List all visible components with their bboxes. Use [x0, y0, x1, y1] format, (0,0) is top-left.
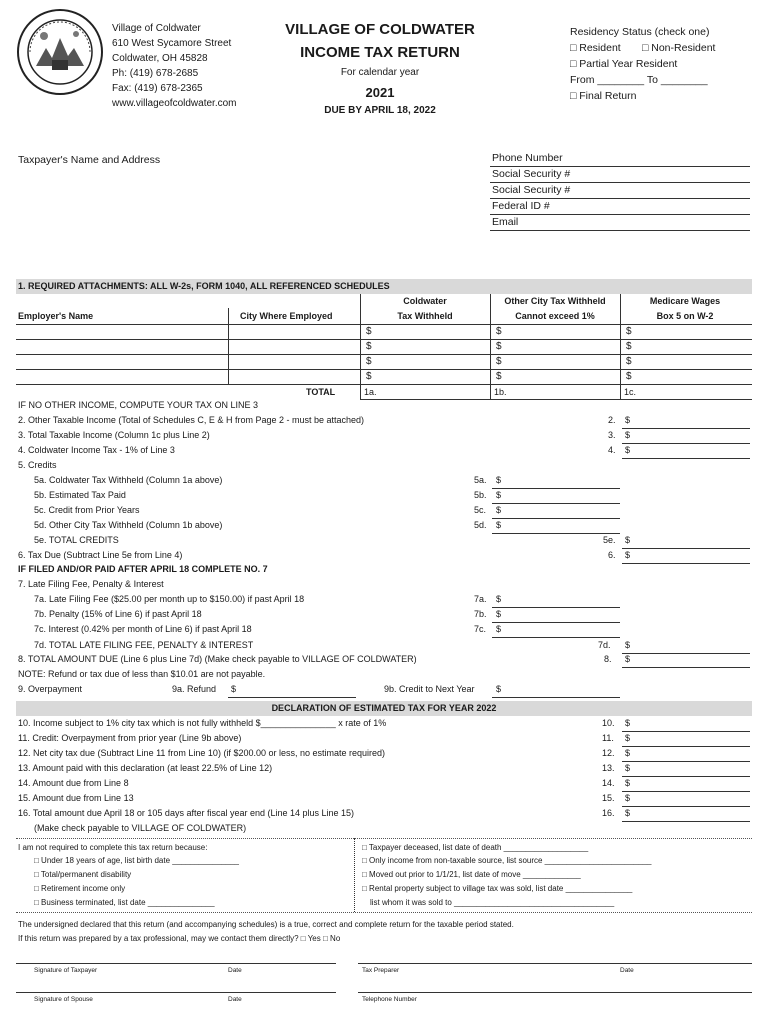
row2-oc-dollar: $: [496, 341, 502, 352]
refund-note: NOTE: Refund or tax due of less than $10.01 are not payable.: [18, 669, 266, 679]
org-city: Coldwater, OH 45828: [112, 53, 208, 64]
row4-med-dollar: $: [626, 371, 632, 382]
exempt-sold-to[interactable]: list whom it was sold to ____________________________________: [370, 898, 615, 907]
org-website: www.villageofcoldwater.com: [112, 98, 237, 109]
row1-oc-dollar: $: [496, 326, 502, 337]
line-6-num: 6.: [608, 550, 616, 560]
line-16-num: 16.: [602, 808, 615, 818]
date-label-3: Date: [228, 996, 242, 1003]
residency-resident-checkbox[interactable]: □ Resident: [570, 42, 621, 54]
line-5a-dollar[interactable]: $: [496, 475, 502, 485]
line-13-dollar[interactable]: $: [625, 763, 631, 773]
line-9b-dollar[interactable]: $: [496, 684, 502, 694]
line-15-num: 15.: [602, 793, 615, 803]
form-title-line1: VILLAGE OF COLDWATER: [285, 21, 475, 38]
date-label-2: Date: [620, 967, 634, 974]
line-7d-num: 7d.: [598, 640, 611, 650]
exempt-disability[interactable]: □ Total/permanent disability: [34, 870, 132, 879]
residency-nonresident-checkbox[interactable]: □ Non-Resident: [642, 42, 716, 54]
col-medicare-1: Medicare Wages: [649, 296, 721, 306]
village-seal: [16, 8, 104, 96]
line-7d-dollar[interactable]: $: [625, 640, 631, 650]
line-3-dollar[interactable]: $: [625, 430, 631, 440]
line-5a-label: 5a. Coldwater Tax Withheld (Column 1a above): [34, 475, 223, 485]
line-5d-dollar[interactable]: $: [496, 520, 502, 530]
line-16-label: 16. Total amount due April 18 or 105 days after fiscal year end (Line 14 plus Line 15): [18, 808, 355, 818]
line-12-label: 12. Net city tax due (Subtract Line 11 from Line 10) (if $200.00 or less, no estimate required): [18, 748, 386, 758]
line-5c-num: 5c.: [474, 505, 487, 515]
line-2-num: 2.: [608, 415, 616, 425]
row4-oc-dollar: $: [496, 371, 502, 382]
line-16-payable: (Make check payable to VILLAGE OF COLDWATER): [34, 823, 247, 833]
line-2-dollar[interactable]: $: [625, 415, 631, 425]
ssn-field-1[interactable]: Social Security #: [492, 168, 571, 180]
line-7b-label: 7b. Penalty (15% of Line 6) if past April 18: [34, 609, 202, 619]
row3-oc-dollar: $: [496, 356, 502, 367]
line-4-num: 4.: [608, 445, 616, 455]
tax-year: 2021: [365, 85, 395, 100]
line-7-label: 7. Late Filing Fee, Penalty & Interest: [18, 579, 164, 589]
line-14-dollar[interactable]: $: [625, 778, 631, 788]
exempt-business-terminated[interactable]: □ Business terminated, list date _______________: [34, 898, 215, 907]
line-9a-dollar[interactable]: $: [231, 684, 237, 694]
line-9b-label: 9b. Credit to Next Year: [384, 684, 475, 694]
line-14-label: 14. Amount due from Line 8: [18, 778, 129, 788]
line-5c-dollar[interactable]: $: [496, 505, 502, 515]
row4-cw-dollar: $: [366, 371, 372, 382]
exempt-moved-out[interactable]: □ Moved out prior to 1/1/21, list date of move _____________: [362, 870, 581, 879]
line-5-label: 5. Credits: [18, 460, 57, 470]
exempt-under18[interactable]: □ Under 18 years of age, list birth date _______________: [34, 856, 239, 865]
col-coldwater-2: Tax Withheld: [397, 311, 453, 321]
line-7a-dollar[interactable]: $: [496, 594, 502, 604]
org-name: Village of Coldwater: [112, 23, 201, 34]
no-other-income-note: IF NO OTHER INCOME, COMPUTE YOUR TAX ON LINE 3: [18, 400, 259, 410]
line-11-label: 11. Credit: Overpayment from prior year (Line 9b above): [18, 733, 242, 743]
org-fax: Fax: (419) 678-2365: [112, 83, 203, 94]
preparer-contact-question[interactable]: If this return was prepared by a tax professional, may we contact them directly? □ Yes □ No: [18, 934, 341, 943]
line-7c-label: 7c. Interest (0.42% per month of Line 6) if past April 18: [34, 624, 252, 634]
taxpayer-name-address-label: Taxpayer's Name and Address: [18, 154, 161, 166]
total-1a[interactable]: 1a.: [364, 387, 377, 397]
line-12-dollar[interactable]: $: [625, 748, 631, 758]
line-12-num: 12.: [602, 748, 615, 758]
line-5b-label: 5b. Estimated Tax Paid: [34, 490, 126, 500]
line-5d-label: 5d. Other City Tax Withheld (Column 1b above): [34, 520, 223, 530]
line-11-num: 11.: [602, 733, 614, 743]
line-11-dollar[interactable]: $: [625, 733, 631, 743]
line-6-dollar[interactable]: $: [625, 550, 631, 560]
section1-title: 1. REQUIRED ATTACHMENTS: ALL W-2s, FORM 1040, ALL REFERENCED SCHEDULES: [18, 281, 390, 291]
telephone-label: Telephone Number: [362, 996, 417, 1003]
date-label-1: Date: [228, 967, 242, 974]
line-5e-label: 5e. TOTAL CREDITS: [34, 535, 119, 545]
line-2-label: 2. Other Taxable Income (Total of Schedules C, E & H from Page 2 - must be attached): [18, 415, 365, 425]
line-5e-dollar[interactable]: $: [625, 535, 631, 545]
col-coldwater-1: Coldwater: [403, 296, 447, 306]
col-employer: Employer's Name: [18, 311, 94, 321]
residency-from-to[interactable]: From ________ To ________: [570, 74, 708, 86]
org-street: 610 West Sycamore Street: [112, 38, 232, 49]
line-3-num: 3.: [608, 430, 616, 440]
line-10-dollar[interactable]: $: [625, 718, 631, 728]
col-city: City Where Employed: [240, 311, 333, 321]
line-14-num: 14.: [602, 778, 615, 788]
line-5b-num: 5b.: [474, 490, 487, 500]
line-15-label: 15. Amount due from Line 13: [18, 793, 134, 803]
due-date: DUE BY APRIL 18, 2022: [324, 105, 436, 116]
line-5a-num: 5a.: [474, 475, 487, 485]
col-othercity-1: Other City Tax Withheld: [504, 296, 606, 306]
line-9-label: 9. Overpayment: [18, 684, 83, 694]
residency-partial-checkbox[interactable]: □ Partial Year Resident: [570, 58, 678, 70]
line-7b-dollar[interactable]: $: [496, 609, 502, 619]
line-5d-num: 5d.: [474, 520, 487, 530]
row3-med-dollar: $: [626, 356, 632, 367]
line-10-label: 10. Income subject to 1% city tax which is not fully withheld $_______________ x rate of 1%: [18, 718, 387, 728]
row2-med-dollar: $: [626, 341, 632, 352]
phone-number-field[interactable]: Phone Number: [492, 152, 563, 164]
ssn-field-2[interactable]: Social Security #: [492, 184, 571, 196]
row2-cw-dollar: $: [366, 341, 372, 352]
form-title-line2: INCOME TAX RETURN: [300, 44, 460, 61]
col-medicare-2: Box 5 on W-2: [656, 311, 714, 321]
line-7d-label: 7d. TOTAL LATE FILING FEE, PENALTY & INTEREST: [34, 640, 254, 650]
late-filing-header: IF FILED AND/OR PAID AFTER APRIL 18 COMPLETE NO. 7: [18, 564, 268, 574]
total-label: TOTAL: [306, 387, 336, 397]
line-6-label: 6. Tax Due (Subtract Line 5e from Line 4): [18, 550, 183, 560]
line-5c-label: 5c. Credit from Prior Years: [34, 505, 140, 515]
seal-icon: [16, 8, 104, 96]
sig-spouse-label: Signature of Spouse: [34, 996, 93, 1003]
exempt-intro: I am not required to complete this tax return because:: [18, 843, 208, 852]
row3-cw-dollar: $: [366, 356, 372, 367]
line-8-label: 8. TOTAL AMOUNT DUE (Line 6 plus Line 7d) (Make check payable to VILLAGE OF COLDWATER): [18, 654, 417, 664]
line-9a-label: 9a. Refund: [172, 684, 217, 694]
email-field[interactable]: Email: [492, 216, 519, 228]
line-7a-num: 7a.: [474, 594, 487, 604]
exempt-deceased[interactable]: □ Taxpayer deceased, list date of death ___________________: [362, 843, 589, 852]
line-7b-num: 7b.: [474, 609, 487, 619]
line-4-label: 4. Coldwater Income Tax - 1% of Line 3: [18, 445, 175, 455]
declaration-title: DECLARATION OF ESTIMATED TAX FOR YEAR 2022: [271, 703, 497, 713]
line-7c-num: 7c.: [474, 624, 487, 634]
total-1b[interactable]: 1b.: [494, 387, 507, 397]
sig-taxpayer-label: Signature of Taxpayer: [34, 967, 98, 974]
declaration-statement: The undersigned declared that this return (and accompanying schedules) is a true, correct and complete return for the taxable period stated.: [18, 920, 514, 929]
col-othercity-2: Cannot exceed 1%: [515, 311, 595, 321]
line-7a-label: 7a. Late Filing Fee ($25.00 per month up to $150.00) if past April 18: [34, 594, 305, 604]
residency-title: Residency Status (check one): [570, 26, 710, 38]
line-4-dollar[interactable]: $: [625, 445, 631, 455]
final-return-checkbox[interactable]: □ Final Return: [570, 90, 637, 102]
line-3-label: 3. Total Taxable Income (Column 1c plus Line 2): [18, 430, 210, 440]
exempt-rental-sold[interactable]: □ Rental property subject to village tax was sold, list date _______________: [362, 884, 633, 893]
for-calendar-year: For calendar year: [340, 67, 420, 78]
row1-cw-dollar: $: [366, 326, 372, 337]
line-16-dollar[interactable]: $: [625, 808, 631, 818]
total-1c[interactable]: 1c.: [624, 387, 637, 397]
org-phone: Ph: (419) 678-2685: [112, 68, 199, 79]
line-5e-num: 5e.: [603, 535, 616, 545]
line-13-label: 13. Amount paid with this declaration (at least 22.5% of Line 12): [18, 763, 273, 773]
line-5b-dollar[interactable]: $: [496, 490, 502, 500]
line-8-num: 8.: [604, 654, 612, 664]
line-7c-dollar[interactable]: $: [496, 624, 502, 634]
line-8-dollar[interactable]: $: [625, 654, 631, 664]
federal-id-field[interactable]: Federal ID #: [492, 200, 550, 212]
line-13-num: 13.: [602, 763, 615, 773]
line-15-dollar[interactable]: $: [625, 793, 631, 803]
line-10-num: 10.: [602, 718, 615, 728]
exempt-retirement[interactable]: □ Retirement income only: [34, 884, 126, 893]
tax-preparer-label: Tax Preparer: [362, 967, 400, 974]
exempt-nontaxable[interactable]: □ Only income from non-taxable source, list source ________________________: [362, 856, 652, 865]
row1-med-dollar: $: [626, 326, 632, 337]
